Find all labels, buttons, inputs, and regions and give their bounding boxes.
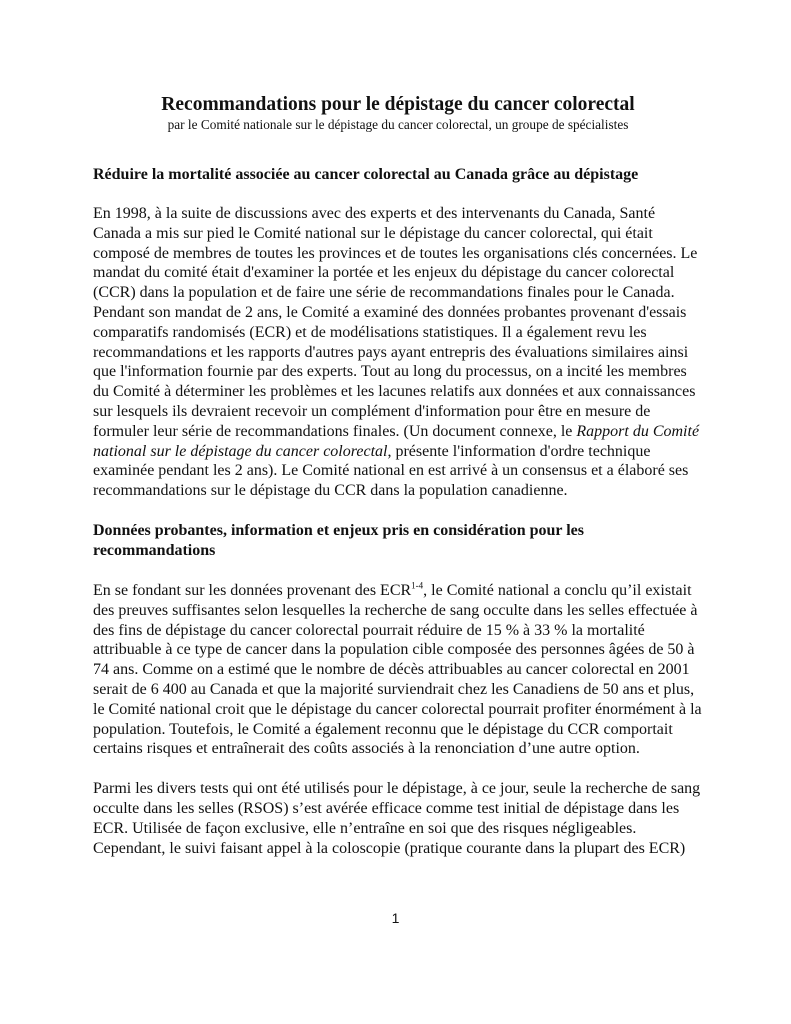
paragraph-evidence [93, 581, 703, 759]
section-heading-mortality: Réduire la mortalité associée au cancer colorectal au Canada grâce au dépistage [93, 166, 639, 183]
paragraph-mandate-text-end: , présente l'information d'ordre technique examinée pendant les 2 ans). Le Comité national en est arrivé à un consensus et a élaboré ses recommandations sur le dépistage du CCR dans la population canadienne. [93, 442, 689, 500]
paragraph-evidence-text-end: , le Comité national a conclu qu’il existait des preuves suffisantes selon lesquelles la recherche de sang occulte dans les selles effectuée à des fins de dépistage du cancer colorectal pourrait réduire de 15 % à 33 % la mortalité attribuable à ce type de cancer dans la population cible composée des personnes âgées de 50 à 74 ans. Comme on a estimé que le nombre de décès attribuables au cancer colorectal en 2001 serait de 6 400 au Canada et que la majorité surviendrait chez les Canadiens de 50 ans et plus, le Comité national croit que le dépistage du cancer colorectal pourrait profiter énormément à la population. Toutefois, le Comité a également reconnu que le dépistage du CCR comportait certains risques et entraînerait des coûts associés à la renonciation d’une autre option. [93, 581, 702, 758]
document-subtitle: par le Comité nationale sur le dépistage du cancer colorectal, un groupe de spécialistes [167, 117, 629, 132]
paragraph-mandate [93, 204, 703, 501]
paragraph-mandate-text: En 1998, à la suite de discussions avec des experts et des intervenants du Canada, Santé Canada a mis sur pied le Comité national sur le dépistage du cancer colorectal, qui était composé de membres de toutes les provinces et de toutes les organisations clés concernées. Le mandat du comité était d'examiner la portée et les enjeux du dépistage du cancer colorectal (CCR) dans la population et de faire une série de recommandations finales pour le Canada. Pendant son mandat de 2 ans, le Comité a examiné des données probantes provenant d'essais comparatifs randomisés (ECR) et de modélisations statistiques. Il a également revu les recommandations et les rapports d'autres pays ayant entrepris des évaluations similaires ainsi que l'information fournie par des experts. Tout au long du processus, on a incité les membres du Comité à déterminer les problèmes et les lacunes relatifs aux données et aux connaissances sur lesquels ils devraient recevoir un complément d'information pour être en mesure de formuler leur série de recommandations finales. (Un document connexe, le [93, 205, 698, 440]
document-title: Recommandations pour le dépistage du cancer colorectal [161, 94, 635, 115]
document-page [93, 0, 703, 858]
report-title-italic: Rapport du Comité national sur le dépistage du cancer colorectal [93, 422, 700, 460]
citation-superscript: 1-4 [411, 580, 424, 591]
paragraph-evidence-text: En se fondant sur les données provenant des ECR [93, 581, 412, 599]
paragraph-tests: Parmi les divers tests qui ont été utilisés pour le dépistage, à ce jour, seule la recherche de sang occulte dans les selles (RSOS) s’est avérée efficace comme test initial de dépistage dans les ECR. Utilisée de façon exclusive, elle n’entraîne en soi que des risques négligeables. Cependant, le suivi faisant appel à la coloscopie (pratique courante dans la plupart des ECR) [93, 780, 701, 857]
page-number: 1 [391, 910, 400, 926]
section-heading-evidence: Données probantes, information et enjeux pris en considération pour les recommandations [93, 521, 584, 559]
